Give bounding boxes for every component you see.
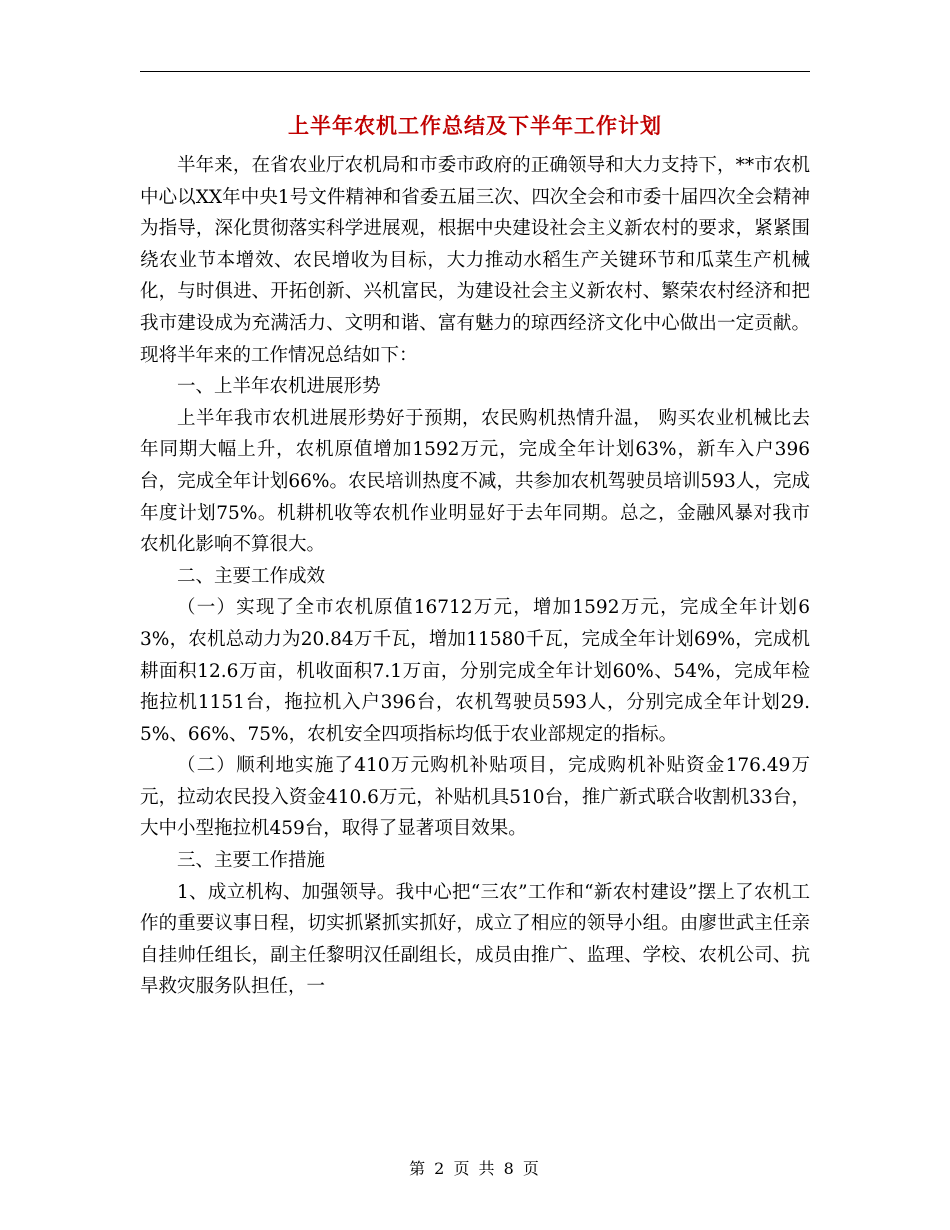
page-footer: 第 2 页 共 8 页 [409, 1159, 541, 1178]
document-title: 上半年农机工作总结及下半年工作计划 [288, 114, 662, 138]
intro-paragraph: 半年来，在省农业厅农机局和市委市政府的正确领导和大力支持下，**市农机中心以XX年中央1号文件精神和省委五届三次、四次全会和市委十届四次全会精神为指导，深化贯彻落实科学进展观，根据中央建设社会主义新农村的要求，紧紧围绕农业节本增效、农民增收为目标，大力推动水稻生产关键环节和瓜菜生产机械化，与时俱进、开拓创新、兴机富民，为建设社会主义新农村、繁荣农村经济和把我市建设成为充满活力、文明和谐、富有魅力的琼西经济文化中心做出一定贡献。现将半年来的工作情况总结如下： [140, 155, 810, 366]
section-heading-3: 三、主要工作措施 [177, 850, 326, 872]
document-body [140, 150, 810, 1003]
header-rule [140, 71, 810, 72]
section-3-item-1: 1、成立机构、加强领导。我中心把“三农”工作和“新农村建设”摆上了农机工作的重要议事日程，切实抓紧抓实抓好，成立了相应的领导小组。由廖世武主任亲自挂帅任组长，副主任黎明汉任副组长，成员由推广、监理、学校、农机公司、抗旱救灾服务队担任，一 [140, 881, 810, 998]
section-2-item-2: （二）顺利地实施了410万元购机补贴项目，完成购机补贴资金176.49万元，拉动农民投入资金410.6万元，补贴机具510台，推广新式联合收割机33台，大中小型拖拉机459台，取得了显著项目效果。 [140, 755, 810, 840]
section-1-paragraph: 上半年我市农机进展形势好于预期，农民购机热情升温， 购买农业机械比去年同期大幅上升，农机原值增加1592万元，完成全年计划63%，新车入户396台，完成全年计划66%。农民培训热度不减，共参加农机驾驶员培训593人，完成年度计划75%。机耕机收等农机作业明显好于去年同期。总之，金融风暴对我市农机化影响不算很大。 [140, 407, 810, 556]
section-heading-1: 一、上半年农机进展形势 [177, 376, 381, 398]
section-heading-2: 二、主要工作成效 [177, 565, 326, 587]
section-2-item-1: （一）实现了全市农机原值16712万元，增加1592万元，完成全年计划63%，农机总动力为20.84万千瓦，增加11580千瓦，完成全年计划69%，完成机耕面积12.6万亩，机收面积7.1万亩，分别完成全年计划60%、54%，完成年检拖拉机1151台，拖拉机入户396台，农机驾驶员593人，分别完成全年计划29.5%、66%、75%，农机安全四项指标均低于农业部规定的指标。 [140, 597, 810, 745]
